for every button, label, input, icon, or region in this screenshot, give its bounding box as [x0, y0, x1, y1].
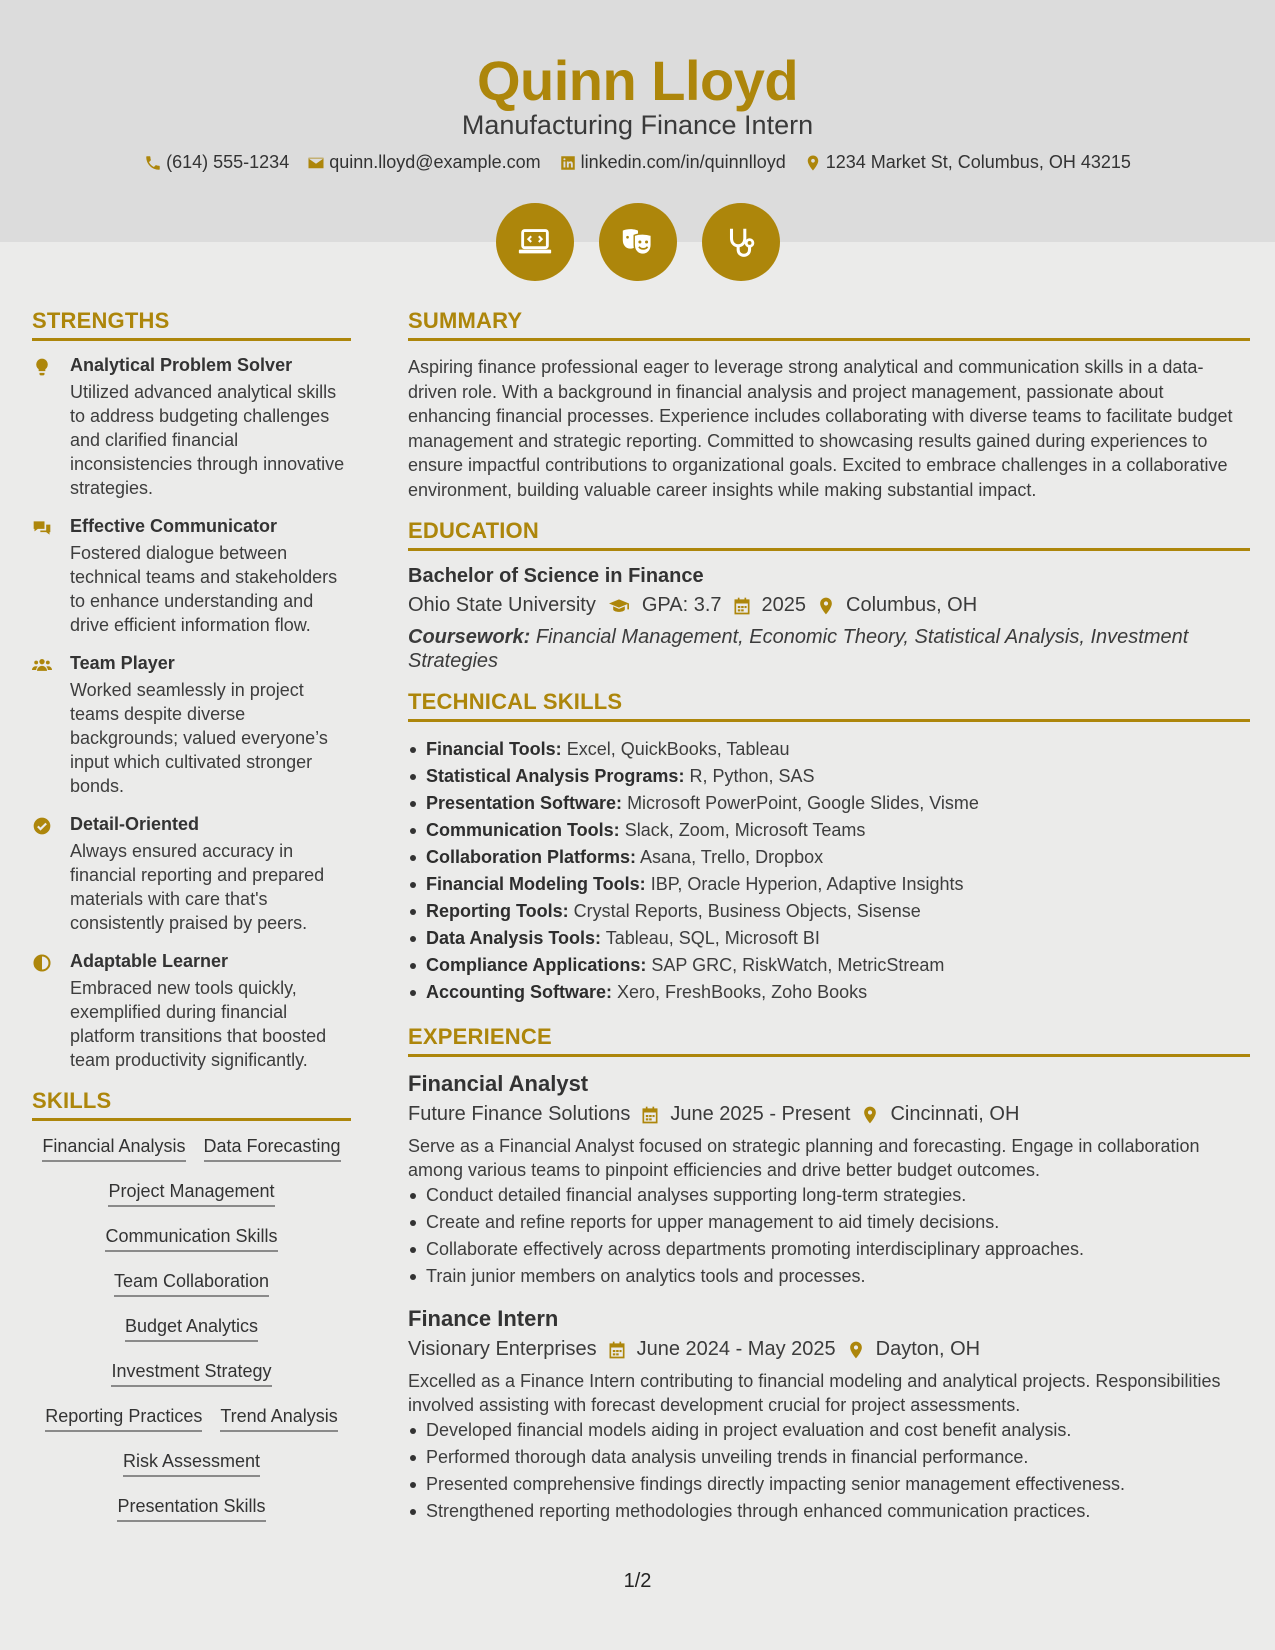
interest-icons [0, 203, 1275, 281]
calendar-icon [607, 1340, 627, 1360]
job-meta [408, 1103, 1250, 1126]
tech-value: Excel, QuickBooks, Tableau [566, 739, 790, 759]
strength-item [32, 355, 351, 500]
strength-title: Analytical Problem Solver [70, 355, 293, 375]
phone-icon [144, 154, 162, 172]
tech-label: Compliance Applications: [426, 955, 647, 975]
right-column [408, 308, 1250, 1541]
education-degree: Bachelor of Science in Finance [408, 565, 704, 587]
list-item [408, 952, 1250, 979]
skill-tag: Presentation Skills [117, 1495, 265, 1522]
list-item: Collaborate effectively across departments promoting interdisciplinary approaches. [408, 1236, 1250, 1263]
tech-label: Financial Tools: [426, 739, 562, 759]
tech-value: Xero, FreshBooks, Zoho Books [617, 982, 868, 1002]
job-location: Dayton, OH [875, 1338, 981, 1360]
technical-skills-heading: TECHNICAL SKILLS [408, 689, 1250, 722]
skill-tag: Financial Analysis [42, 1135, 185, 1162]
tech-label: Reporting Tools: [426, 901, 569, 921]
skills-heading: SKILLS [32, 1088, 351, 1121]
strength-title: Adaptable Learner [70, 951, 229, 971]
linkedin-text[interactable]: linkedin.com/in/quinnlloyd [580, 152, 786, 172]
job-role: Financial Analyst [408, 1071, 589, 1096]
job-bullets [408, 1182, 1250, 1290]
job-meta [408, 1338, 1250, 1361]
job-bullets [408, 1417, 1250, 1525]
tech-value: Crystal Reports, Business Objects, Sisense [573, 901, 921, 921]
address-text: 1234 Market St, Columbus, OH 43215 [825, 152, 1131, 172]
tech-value: Slack, Zoom, Microsoft Teams [624, 820, 866, 840]
email-text[interactable]: quinn.lloyd@example.com [329, 152, 541, 172]
stethoscope-circle [702, 203, 780, 281]
phone-text: (614) 555-1234 [166, 152, 290, 172]
skill-tag: Trend Analysis [220, 1405, 337, 1432]
contact-address [804, 152, 1131, 173]
list-item [408, 898, 1250, 925]
list-item [408, 844, 1250, 871]
list-item [408, 763, 1250, 790]
theater-masks-circle [599, 203, 677, 281]
technical-skills-list [408, 736, 1250, 1006]
contact-row [0, 152, 1275, 173]
summary-text: Aspiring finance professional eager to leverage strong analytical and communication skills in a data-driven role. With a background in financial analysis and project management, passionate about enhancing financial processes. Experience includes collaborating with diverse teams to facilitate budget management and strategic reporting. Committed to showcasing results gained during experiences to ensure impactful contributions to organizational goals. Excited to embrace challenges in a collaborative environment, building valuable career insights while making substantial impact. [408, 357, 1233, 500]
map-marker-icon [846, 1340, 866, 1360]
calendar-icon [732, 596, 752, 616]
education-meta [408, 594, 1250, 617]
list-item [408, 871, 1250, 898]
candidate-title: Manufacturing Finance Intern [461, 110, 814, 140]
list-item: Developed financial models aiding in project evaluation and cost benefit analysis. [408, 1417, 1250, 1444]
tech-value: SAP GRC, RiskWatch, MetricStream [651, 955, 945, 975]
strength-desc: Always ensured accuracy in financial reporting and prepared materials with care that's consistently praised by peers. [70, 841, 325, 933]
summary-heading: SUMMARY [408, 308, 1250, 341]
job-description: Serve as a Financial Analyst focused on strategic planning and forecasting. Engage in collaboration among various teams to pinpoint efficiencies and drive better budget outcomes. [408, 1136, 1200, 1180]
calendar-icon [640, 1105, 660, 1125]
list-item: Conduct detailed financial analyses supporting long-term strategies. [408, 1182, 1250, 1209]
job-description: Excelled as a Finance Intern contributing to financial modeling and analytical projects. Responsibilities involved assisting with forecast development crucial for project assessments. [408, 1371, 1221, 1415]
tech-value: Asana, Trello, Dropbox [640, 847, 824, 867]
education-school: Ohio State University [408, 594, 596, 616]
list-item [408, 790, 1250, 817]
strength-desc: Utilized advanced analytical skills to address budgeting challenges and clarified financial inconsistencies through innovative strategies. [70, 382, 345, 498]
contact-phone [144, 152, 289, 173]
job-entry [408, 1306, 1250, 1525]
coursework-label: Coursework: [408, 626, 531, 648]
strength-desc: Fostered dialogue between technical teams and stakeholders to enhance understanding and drive efficient information flow. [70, 543, 338, 635]
education-year: 2025 [761, 594, 807, 616]
experience-heading: EXPERIENCE [408, 1024, 1250, 1057]
skill-tag: Reporting Practices [45, 1405, 202, 1432]
strength-desc: Worked seamlessly in project teams despite diverse backgrounds; valued everyone’s input which cultivated stronger bonds. [70, 680, 328, 796]
skill-tag: Data Forecasting [204, 1135, 341, 1162]
strength-item [32, 951, 351, 1072]
job-company: Visionary Enterprises [408, 1338, 597, 1360]
check-circle-icon [32, 816, 52, 836]
lightbulb-icon [32, 357, 52, 377]
coursework-text: Financial Management, Economic Theory, Statistical Analysis, Investment Strategies [408, 626, 1189, 672]
list-item: Performed thorough data analysis unveiling trends in financial performance. [408, 1444, 1250, 1471]
strengths-heading: STRENGTHS [32, 308, 351, 341]
strength-item [32, 516, 351, 637]
graduation-cap-icon [606, 596, 632, 616]
tech-value: Microsoft PowerPoint, Google Slides, Visme [627, 793, 979, 813]
list-item: Create and refine reports for upper management to aid timely decisions. [408, 1209, 1250, 1236]
map-marker-icon [816, 596, 836, 616]
job-dates: June 2025 - Present [670, 1103, 851, 1125]
laptop-code-icon [516, 223, 554, 261]
job-company: Future Finance Solutions [408, 1103, 631, 1125]
strength-title: Team Player [70, 653, 175, 673]
skills-list [32, 1135, 351, 1522]
tech-label: Communication Tools: [426, 820, 620, 840]
tech-value: Tableau, SQL, Microsoft BI [605, 928, 820, 948]
users-icon [32, 655, 52, 675]
tech-label: Presentation Software: [426, 793, 623, 813]
adjust-icon [32, 953, 52, 973]
job-entry [408, 1071, 1250, 1290]
left-column [32, 308, 351, 1522]
skill-tag: Risk Assessment [123, 1450, 260, 1477]
education-gpa: GPA: 3.7 [641, 594, 722, 616]
skill-tag: Budget Analytics [125, 1315, 258, 1342]
skill-tag: Investment Strategy [111, 1360, 271, 1387]
stethoscope-icon [722, 223, 760, 261]
strength-title: Effective Communicator [70, 516, 278, 536]
page-number: 1/2 [623, 1570, 652, 1592]
job-dates: June 2024 - May 2025 [636, 1338, 836, 1360]
list-item [408, 979, 1250, 1006]
education-location: Columbus, OH [846, 594, 978, 616]
job-role: Finance Intern [408, 1306, 559, 1331]
tech-label: Statistical Analysis Programs: [426, 766, 685, 786]
list-item [408, 817, 1250, 844]
strength-item [32, 814, 351, 935]
envelope-icon [307, 154, 325, 172]
theater-masks-icon [619, 223, 657, 261]
tech-label: Financial Modeling Tools: [426, 874, 646, 894]
tech-value: IBP, Oracle Hyperion, Adaptive Insights [650, 874, 964, 894]
map-marker-icon [804, 154, 822, 172]
tech-value: R, Python, SAS [689, 766, 815, 786]
strength-title: Detail-Oriented [70, 814, 200, 834]
list-item: Presented comprehensive findings directly impacting senior management effectiveness. [408, 1471, 1250, 1498]
linkedin-icon [559, 154, 577, 172]
tech-label: Accounting Software: [426, 982, 613, 1002]
list-item: Train junior members on analytics tools and processes. [408, 1263, 1250, 1290]
list-item [408, 925, 1250, 952]
education-heading: EDUCATION [408, 518, 1250, 551]
strength-item [32, 653, 351, 798]
map-marker-icon [860, 1105, 880, 1125]
list-item [408, 736, 1250, 763]
skill-tag: Communication Skills [105, 1225, 277, 1252]
tech-label: Collaboration Platforms: [426, 847, 637, 867]
skill-tag: Project Management [108, 1180, 274, 1207]
job-location: Cincinnati, OH [890, 1103, 1020, 1125]
contact-linkedin[interactable] [559, 152, 786, 173]
comments-icon [32, 518, 52, 538]
candidate-name: Quinn Lloyd [476, 49, 799, 112]
list-item: Strengthened reporting methodologies through enhanced communication practices. [408, 1498, 1250, 1525]
skill-tag: Team Collaboration [114, 1270, 269, 1297]
strength-desc: Embraced new tools quickly, exemplified during financial platform transitions that boosted team productivity significantly. [70, 978, 327, 1070]
laptop-code-circle [496, 203, 574, 281]
contact-email[interactable] [307, 152, 540, 173]
education-coursework [408, 625, 1250, 673]
tech-label: Data Analysis Tools: [426, 928, 602, 948]
